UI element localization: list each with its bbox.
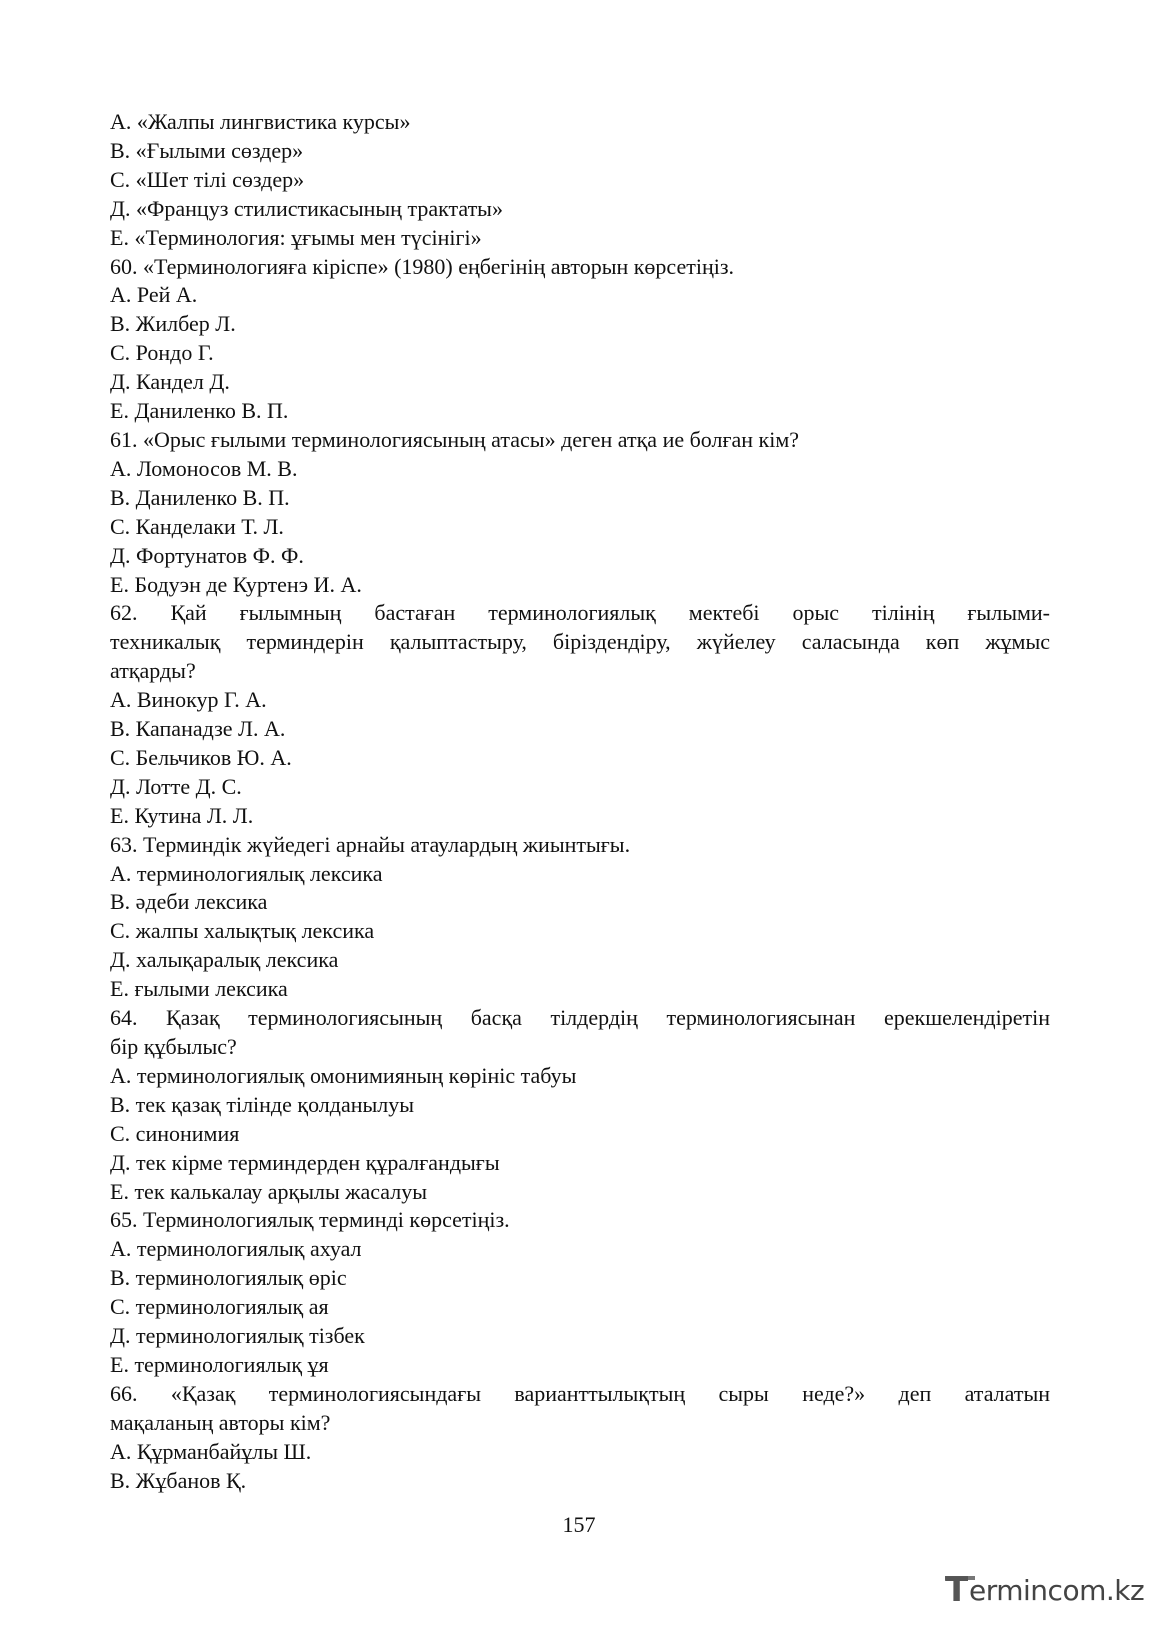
answer-option: А. терминологиялық омонимияның көрініс табуы <box>110 1062 577 1088</box>
text-line: Д. «Француз стилистикасының трактаты» <box>110 195 503 221</box>
text-line: С. «Шет тілі сөздер» <box>110 166 305 192</box>
question-62-line-1: 62. Қай ғылымның бастаған терминологиялық мектебі орыс тілінің ғылыми- <box>110 600 1050 626</box>
text-line: Е. «Терминология: ұғымы мен түсінігі» <box>110 224 482 250</box>
answer-option: Е. терминологиялық ұя <box>110 1351 329 1377</box>
answer-option: С. синонимия <box>110 1120 240 1146</box>
answer-option: Д. халықаралық лексика <box>110 947 339 973</box>
question-63: 63. Терминдік жүйедегі арнайы атаулардың жиынтығы. <box>110 831 631 857</box>
answer-option: В. әдеби лексика <box>110 889 268 915</box>
answer-option: Е. Бодуэн де Куртенэ И. А. <box>110 571 362 597</box>
answer-option: А. Рей А. <box>110 282 198 308</box>
answer-option: А. Ломоносов М. В. <box>110 455 298 481</box>
question-62-line-2: техникалық терминдерін қалыптастыру, біріздендіру, жүйелеу саласында көп жұмыс <box>110 629 1050 655</box>
page-number: 157 <box>562 1512 596 1537</box>
answer-option: С. Канделаки Т. Л. <box>110 513 284 539</box>
answer-option: А. терминологиялық ахуал <box>110 1236 362 1262</box>
answer-option: В. терминологиялық өріс <box>110 1265 347 1291</box>
answer-option: Д. Фортунатов Ф. Ф. <box>110 542 304 568</box>
answer-option: А. Винокур Г. А. <box>110 687 267 713</box>
question-64-line-1: 64. Қазақ терминологиясының басқа тілдердің терминологиясынан ерекшелендіретін <box>110 1005 1050 1031</box>
answer-option: С. терминологиялық ая <box>110 1294 329 1320</box>
answer-option: А. терминологиялық лексика <box>110 860 383 886</box>
answer-option: В. Капанадзе Л. А. <box>110 716 286 742</box>
question-64-line-2: бір құбылыс? <box>110 1034 237 1059</box>
answer-option: Е. ғылыми лексика <box>110 976 288 1002</box>
answer-option: С. жалпы халықтық лексика <box>110 918 375 944</box>
document-body <box>110 108 1050 1496</box>
answer-option: Д. тек кірме терминдерден құралғандығы <box>110 1149 500 1175</box>
question-61: 61. «Орыс ғылыми терминологиясының атасы» деген атқа ие болған кім? <box>110 426 800 452</box>
answer-option: Д. терминологиялық тізбек <box>110 1323 365 1349</box>
question-65: 65. Терминологиялық терминді көрсетіңіз. <box>110 1207 510 1233</box>
answer-option: Д. Кандел Д. <box>110 369 230 395</box>
answer-option: А. Құрманбайұлы Ш. <box>110 1438 312 1464</box>
answer-option: С. Рондо Г. <box>110 340 214 366</box>
answer-option: Е. Кутина Л. Л. <box>110 802 254 828</box>
answer-option: С. Бельчиков Ю. А. <box>110 744 292 770</box>
site-logo <box>945 1570 1145 1620</box>
answer-option: В. Даниленко В. П. <box>110 484 290 510</box>
text-line: В. «Ғылыми сөздер» <box>110 137 304 163</box>
answer-option: В. тек қазақ тілінде қолданылуы <box>110 1091 415 1117</box>
text-line: А. «Жалпы лингвистика курсы» <box>110 109 411 134</box>
question-66-line-2: мақаланың авторы кім? <box>110 1409 331 1435</box>
question-60: 60. «Терминологияға кіріспе» (1980) еңбегінің авторын көрсетіңіз. <box>110 253 735 279</box>
answer-option: Е. тек калькалау арқылы жасалуы <box>110 1178 427 1204</box>
question-62-line-3: атқарды? <box>110 658 196 684</box>
answer-option: В. Жилбер Л. <box>110 311 236 337</box>
question-66-line-1: 66. «Қазақ терминологиясындағы варианттылықтың сыры неде?» деп аталатын <box>110 1380 1050 1406</box>
logo-text: ermincom.kz <box>969 1574 1145 1607</box>
answer-option: Е. Даниленко В. П. <box>110 398 289 424</box>
logo-initial: T <box>945 1570 969 1610</box>
answer-option: В. Жұбанов Қ. <box>110 1467 247 1493</box>
answer-option: Д. Лотте Д. С. <box>110 773 242 799</box>
